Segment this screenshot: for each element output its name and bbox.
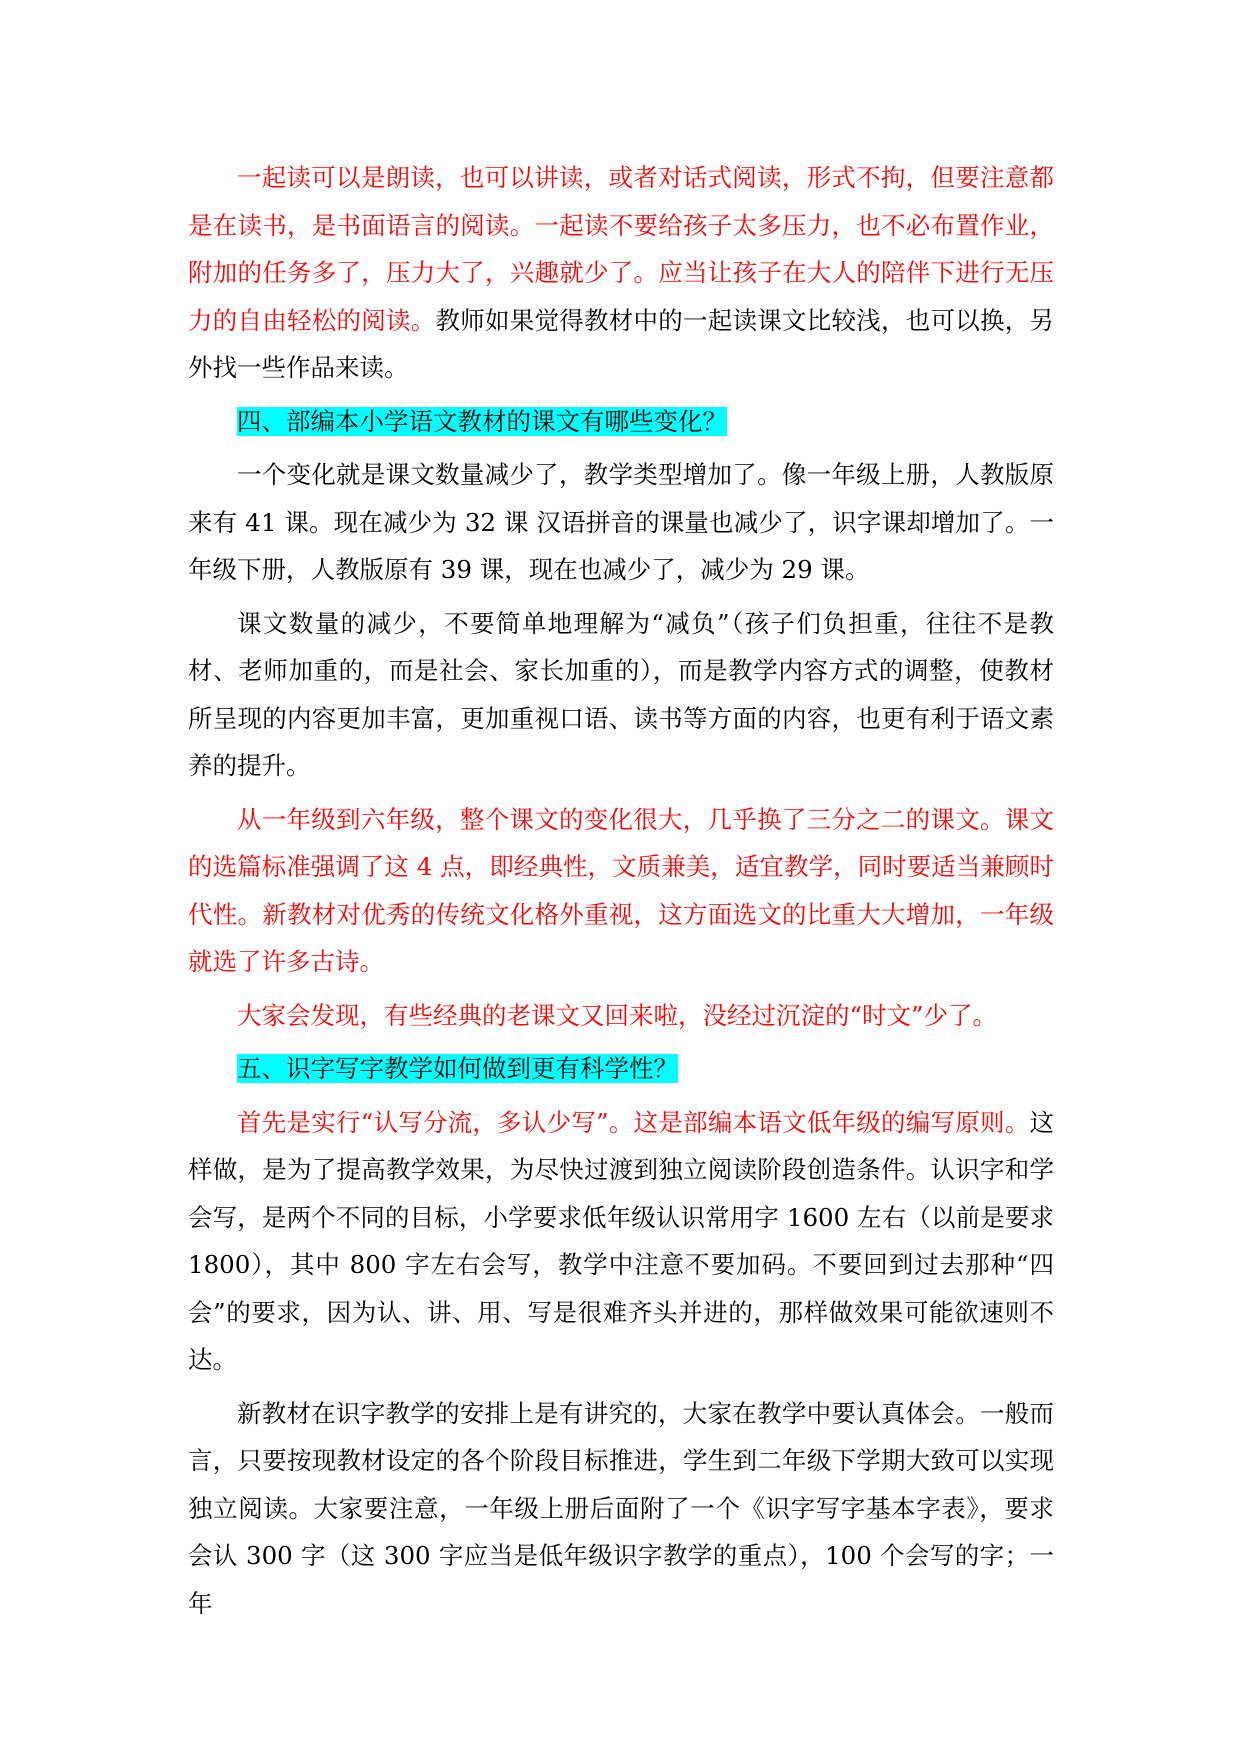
- paragraph-segment-red: 首先是实行“认写分流，多认少写”。这是部编本语文低年级的编写原则。: [237, 1107, 1030, 1137]
- paragraph-lesson-count: [188, 451, 1054, 594]
- paragraph-classic-texts: [188, 992, 1054, 1040]
- paragraph-text-selection: [188, 796, 1054, 986]
- paragraph-segment-red: 一起读可以是朗读，也可以讲读，或者对话式阅读，形式不拘，但要注意都是在读书，是书面语言的阅读。一起读不要给孩子太多压力，也不必布置作业，附加的任务多了，压力大了，兴趣就少了。应当让孩子在大人的陪伴下进行无压力的自由轻松的阅读。: [188, 163, 1054, 335]
- highlighted-heading-text: 四、部编本小学语文教材的课文有哪些变化？: [237, 406, 727, 436]
- paragraph-text: 一个变化就是课文数量减少了，教学类型增加了。像一年级上册，人教版原来有 41 课。现在减少为 32 课 汉语拼音的课量也减少了，识字课却增加了。一年级下册，人教版原有 39 课，现在也减少了，减少为 29 课。: [188, 460, 1054, 584]
- section-heading-four: [188, 398, 1054, 446]
- paragraph-literacy-arrangement: [188, 1390, 1054, 1628]
- highlighted-heading-text: 五、识字写字教学如何做到更有科学性？: [237, 1054, 678, 1083]
- section-heading-five: [188, 1045, 1054, 1093]
- paragraph-text-red: 从一年级到六年级，整个课文的变化很大，几乎换了三分之二的课文。课文的选篇标准强调了这 4 点，即经典性，文质兼美，适宜教学，同时要适当兼顾时代性。新教材对优秀的传统文化格外重视，这方面选文的比重大大增加，一年级就选了许多古诗。: [188, 804, 1054, 976]
- paragraph-text: 课文数量的减少，不要简单地理解为“减负”（孩子们负担重，往往不是教材、老师加重的，而是社会、家长加重的），而是教学内容方式的调整，使教材所呈现的内容更加丰富，更加重视口语、读书等方面的内容，也更有利于语文素养的提升。: [188, 608, 1054, 780]
- paragraph-text: 新教材在识字教学的安排上是有讲究的，大家在教学中要认真体会。一般而言，只要按现教材设定的各个阶段目标推进，学生到二年级下学期大致可以实现独立阅读。大家要注意，一年级上册后面附了一个《识字写字基本字表》，要求会认 300 字（这 300 字应当是低年级识字教学的重点），100 个会写的字；一年: [188, 1398, 1054, 1618]
- paragraph-segment-black: 教师如果觉得教材中的一起读课文比较浅，也可以换，另外找一些作品来读。: [188, 305, 1054, 382]
- paragraph-reading-together: [188, 154, 1054, 392]
- paragraph-literacy-principle: [188, 1099, 1054, 1384]
- paragraph-text-red: 大家会发现，有些经典的老课文又回来啦，没经过沉淀的“时文”少了。: [237, 1000, 998, 1030]
- document-body: [188, 154, 1054, 1627]
- paragraph-segment-black: 这样做，是为了提高教学效果，为尽快过渡到独立阅读阶段创造条件。认识字和学会写，是两个不同的目标，小学要求低年级认识常用字 1600 左右（以前是要求 1800），其中 800 字左右会写，教学中注意不要加码。不要回到过去那种“四会”的要求，因为认、讲、用、写是很难齐头并进的，那样做效果可能欲速则不达。: [188, 1107, 1054, 1374]
- paragraph-reduction-meaning: [188, 600, 1054, 790]
